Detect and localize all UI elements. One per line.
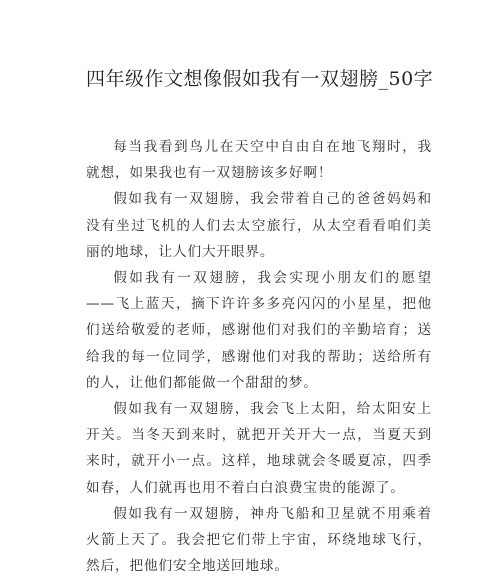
document-title: 四年级作文想像假如我有一双翅膀_50字 [86, 68, 434, 90]
paragraph-3: 假如我有一双翅膀，我会实现小朋友们的愿望——飞上蓝天，摘下许许多多亮闪闪的小星星，把他们送给敬爱的老师，感谢他们对我们的辛勤培育；送给我的每一位同学，感谢他们对我的帮助；送给所有的人，让他们都能做一个甜甜的梦。 [86, 270, 432, 391]
paragraph-2: 假如我有一双翅膀，我会带着自己的爸爸妈妈和没有坐过飞机的人们去太空旅行，从太空看看咱们美丽的地球，让人们大开眼界。 [86, 191, 432, 260]
paragraph-1: 每当我看到鸟儿在天空中自由自在地飞翔时，我就想，如果我也有一双翅膀该多好啊！ [86, 139, 432, 182]
paragraph-4: 假如我有一双翅膀，我会飞上太阳，给太阳安上开关。当冬天到来时，就把开关开大一点，当夏天到来时，就开小一点。这样，地球就会冬暖夏凉，四季如春，人们就再也用不着白白浪费宝贵的能源了。 [86, 401, 432, 496]
paragraph-5: 假如我有一双翅膀，神舟飞船和卫星就不用乘着火箭上天了。我会把它们带上宇宙，环绕地球飞行，然后，把他们安全地送回地球。 [86, 505, 432, 575]
document-body [86, 134, 432, 579]
